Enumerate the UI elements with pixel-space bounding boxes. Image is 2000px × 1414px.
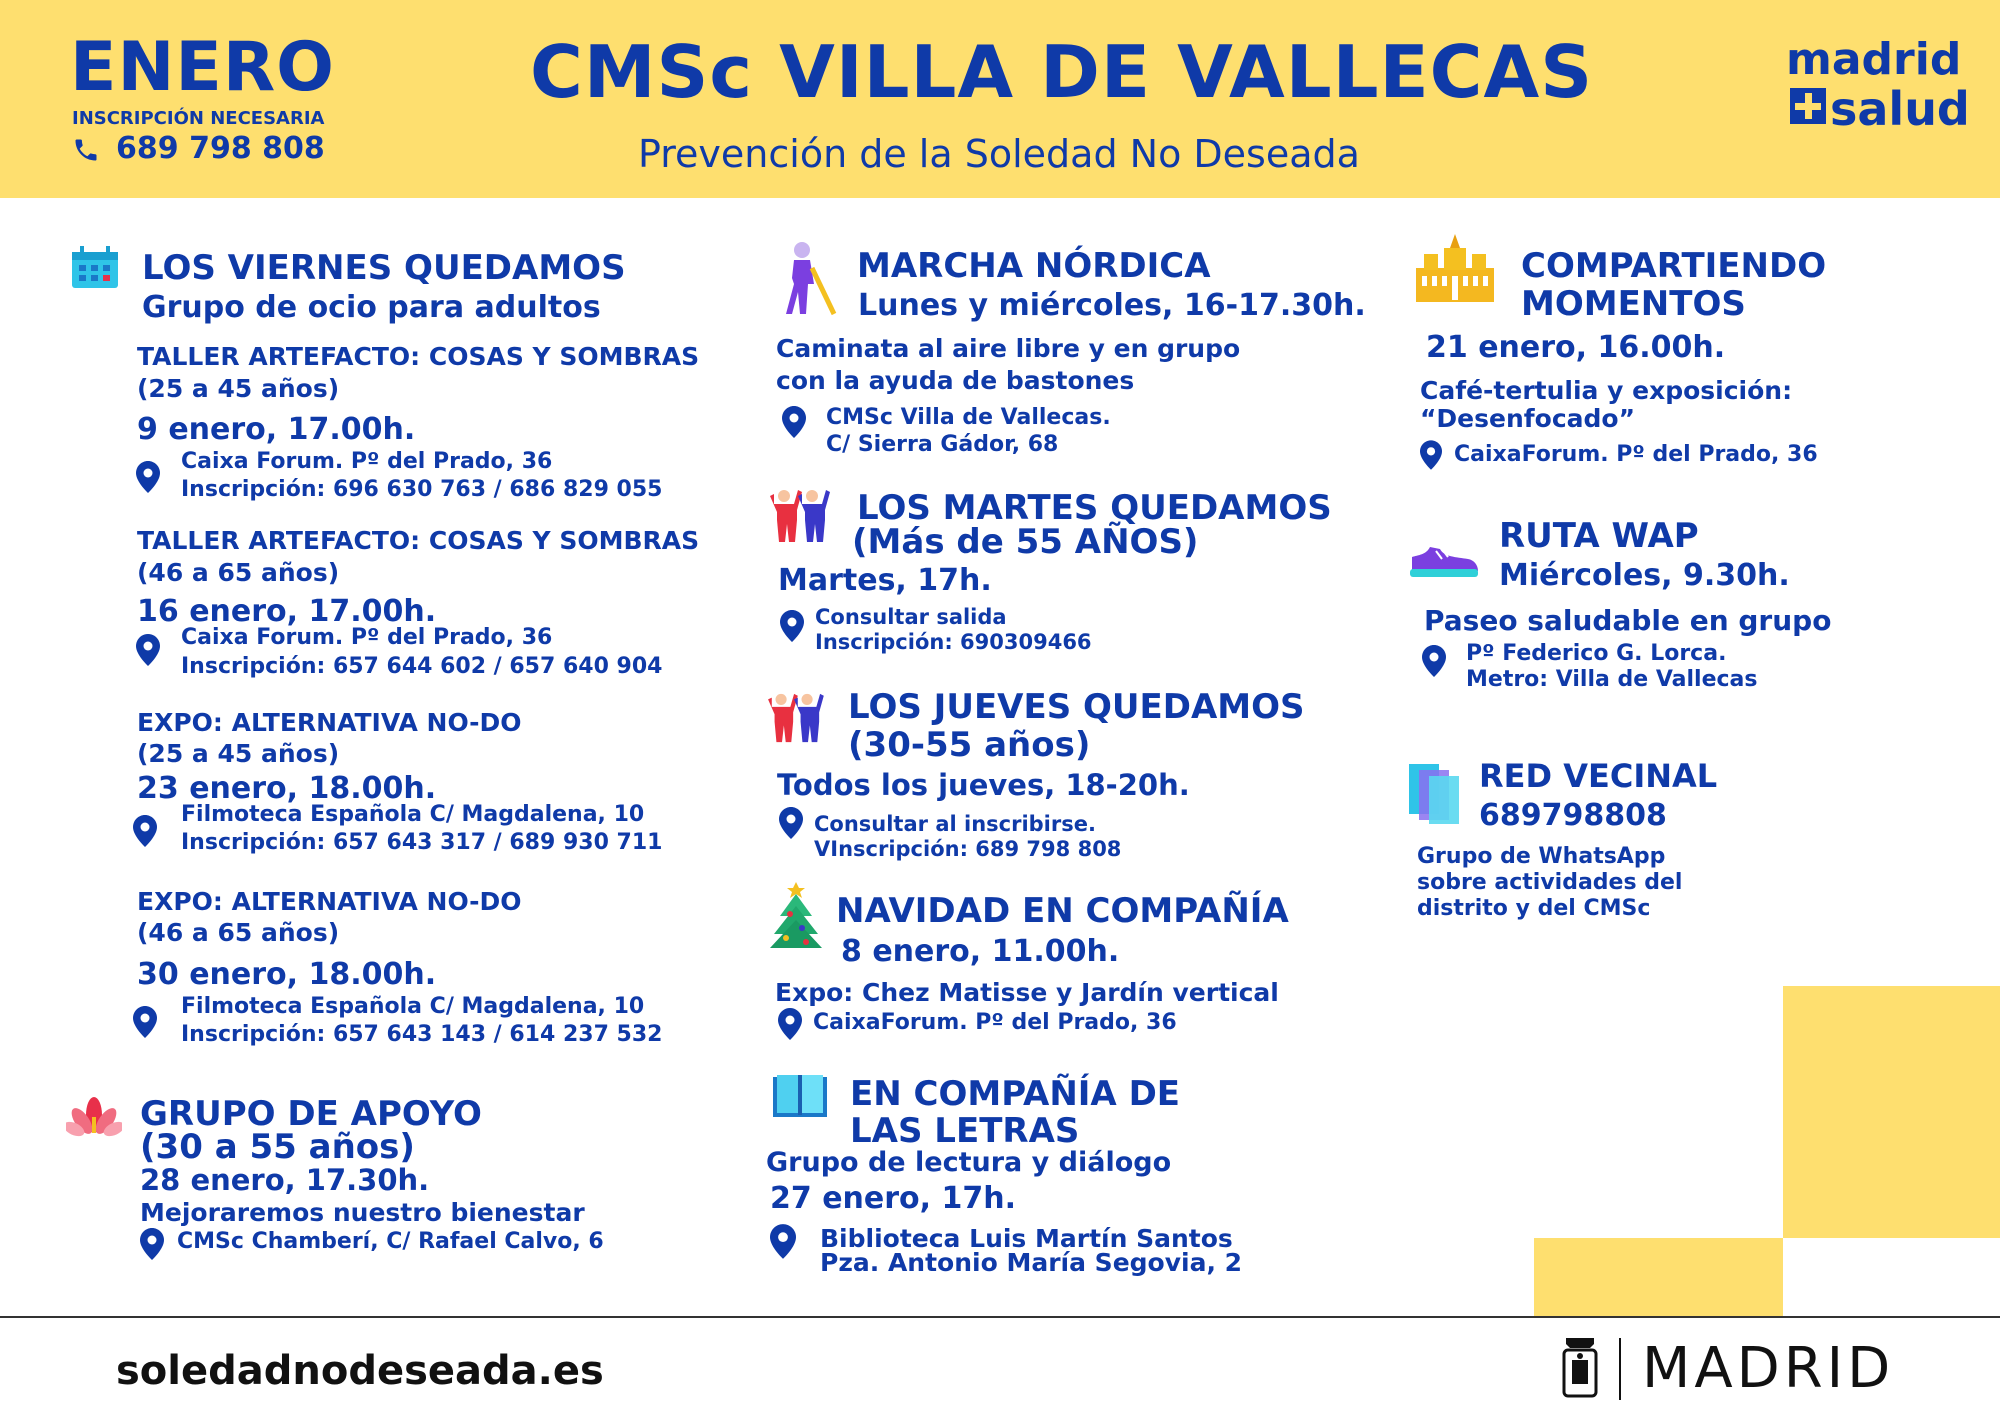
event-place: Caixa Forum. Pº del Prado, 36 (181, 449, 553, 474)
event-ages: (46 a 65 años) (137, 558, 340, 587)
letras-when: 27 enero, 17h. (770, 1181, 1016, 1216)
madrid-coat-of-arms-icon (1560, 1336, 1600, 1402)
phone-number: 689 798 808 (116, 131, 325, 166)
event-place: Filmoteca Española C/ Magdalena, 10 (181, 994, 645, 1019)
logo-madrid: madrid (1786, 34, 1962, 85)
page-subtitle: Prevención de la Soledad No Deseada (638, 132, 1360, 176)
navidad-title: NAVIDAD EN COMPAÑÍA (836, 891, 1289, 931)
phone-icon (72, 136, 100, 164)
people-cheering-icon (762, 692, 828, 744)
website-link[interactable]: soledadnodeseada.es (116, 1348, 604, 1394)
letras-desc: Grupo de lectura y diálogo (766, 1147, 1172, 1178)
calendar-icon (70, 244, 120, 290)
event-inscription: Inscripción: 657 644 602 / 657 640 904 (181, 654, 663, 679)
open-book-icon (771, 1071, 829, 1119)
event-name: TALLER ARTEFACTO: COSAS Y SOMBRAS (137, 342, 700, 371)
comp-place: CaixaForum. Pº del Prado, 36 (1454, 442, 1818, 467)
event-name: EXPO: ALTERNATIVA NO-DO (137, 887, 522, 916)
location-pin-icon (133, 815, 157, 847)
location-pin-icon (780, 610, 804, 642)
letras-title-2: LAS LETRAS (850, 1111, 1080, 1151)
madrid-wordmark: MADRID (1642, 1336, 1895, 1401)
martes-place-2: Inscripción: 690309466 (815, 630, 1092, 654)
martes-ages: (Más de 55 AÑOS) (852, 522, 1199, 562)
location-pin-icon (136, 461, 160, 493)
ruta-when: Miércoles, 9.30h. (1499, 558, 1790, 593)
viernes-subtitle: Grupo de ocio para adultos (142, 290, 601, 325)
red-title: RED VECINAL (1479, 757, 1718, 795)
marcha-desc-2: con la ayuda de bastones (776, 366, 1135, 395)
documents-icon (1407, 762, 1465, 826)
inscription-note: INSCRIPCIÓN NECESARIA (72, 108, 325, 129)
plus-icon (1790, 88, 1826, 124)
martes-place-1: Consultar salida (815, 605, 1007, 629)
event-place: Filmoteca Española C/ Magdalena, 10 (181, 802, 645, 827)
red-desc-3: distrito y del CMSc (1417, 896, 1651, 921)
event-name: EXPO: ALTERNATIVA NO-DO (137, 708, 522, 737)
lotus-icon (66, 1095, 122, 1139)
viernes-title: LOS VIERNES QUEDAMOS (142, 248, 626, 288)
letras-place-1: Biblioteca Luis Martín Santos (820, 1224, 1233, 1253)
letras-title-1: EN COMPAÑÍA DE (850, 1074, 1181, 1114)
apoyo-date: 28 enero, 17.30h. (140, 1163, 430, 1197)
event-inscription: Inscripción: 696 630 763 / 686 829 055 (181, 477, 663, 502)
location-pin-icon (770, 1224, 796, 1259)
ruta-desc: Paseo saludable en grupo (1424, 604, 1832, 637)
marcha-when: Lunes y miércoles, 16-17.30h. (858, 288, 1366, 323)
jueves-place-2: VInscripción: 689 798 808 (814, 837, 1122, 861)
navidad-when: 8 enero, 11.00h. (841, 934, 1120, 969)
marcha-desc-1: Caminata al aire libre y en grupo (776, 334, 1241, 363)
jueves-when: Todos los jueves, 18-20h. (777, 768, 1190, 802)
event-ages: (25 a 45 años) (137, 374, 340, 403)
apoyo-title: GRUPO DE APOYO (140, 1094, 482, 1134)
red-desc-1: Grupo de WhatsApp (1417, 844, 1666, 869)
jueves-ages: (30-55 años) (848, 725, 1091, 765)
letras-place-2: Pza. Antonio María Segovia, 2 (820, 1248, 1243, 1277)
event-date: 9 enero, 17.00h. (137, 412, 416, 447)
event-date: 23 enero, 18.00h. (137, 771, 437, 806)
comp-title-2: MOMENTOS (1521, 284, 1746, 324)
event-date: 16 enero, 17.00h. (137, 594, 437, 629)
footer-logo-divider (1619, 1338, 1621, 1400)
comp-title-1: COMPARTIENDO (1521, 246, 1827, 286)
location-pin-icon (782, 406, 806, 438)
ruta-place-2: Metro: Villa de Vallecas (1466, 667, 1758, 692)
month-label: ENERO (70, 28, 335, 107)
location-pin-icon (133, 1006, 157, 1038)
page-title: CMSc VILLA DE VALLECAS (530, 30, 1594, 114)
location-pin-icon (778, 1008, 802, 1040)
event-ages: (25 a 45 años) (137, 739, 340, 768)
location-pin-icon (140, 1228, 164, 1260)
palace-icon (1414, 232, 1496, 304)
marcha-place-1: CMSc Villa de Vallecas. (826, 405, 1111, 430)
christmas-tree-icon (768, 880, 824, 954)
red-desc-2: sobre actividades del (1417, 870, 1683, 895)
ruta-title: RUTA WAP (1499, 516, 1699, 556)
ruta-place-1: Pº Federico G. Lorca. (1466, 641, 1727, 666)
jueves-title: LOS JUEVES QUEDAMOS (848, 687, 1305, 727)
martes-when: Martes, 17h. (778, 563, 992, 598)
navidad-place: CaixaForum. Pº del Prado, 36 (813, 1010, 1177, 1035)
event-name: TALLER ARTEFACTO: COSAS Y SOMBRAS (137, 526, 700, 555)
apoyo-place: CMSc Chamberí, C/ Rafael Calvo, 6 (177, 1229, 604, 1254)
martes-title: LOS MARTES QUEDAMOS (857, 488, 1332, 528)
location-pin-icon (1420, 440, 1442, 470)
location-pin-icon (1422, 645, 1446, 677)
decor-block (1783, 986, 2000, 1238)
people-cheering-icon (766, 488, 832, 544)
apoyo-ages: (30 a 55 años) (140, 1127, 415, 1167)
sneaker-icon (1408, 533, 1480, 579)
comp-desc-1: Café-tertulia y exposición: (1420, 376, 1793, 405)
jueves-place-1: Consultar al inscribirse. (814, 812, 1096, 836)
nordic-walker-icon (778, 240, 840, 318)
comp-when: 21 enero, 16.00h. (1426, 330, 1726, 365)
marcha-place-2: C/ Sierra Gádor, 68 (826, 432, 1059, 457)
event-inscription: Inscripción: 657 643 317 / 689 930 711 (181, 830, 663, 855)
event-date: 30 enero, 18.00h. (137, 957, 437, 992)
marcha-title: MARCHA NÓRDICA (857, 246, 1211, 286)
decor-block (1534, 1238, 1783, 1316)
logo-salud: salud (1830, 82, 1970, 136)
event-ages: (46 a 65 años) (137, 918, 340, 947)
red-phone: 689798808 (1479, 798, 1667, 833)
navidad-desc: Expo: Chez Matisse y Jardín vertical (775, 978, 1279, 1007)
apoyo-desc: Mejoraremos nuestro bienestar (140, 1198, 585, 1227)
comp-desc-2: “Desenfocado” (1420, 404, 1636, 433)
location-pin-icon (779, 807, 803, 839)
footer-divider (0, 1316, 2000, 1318)
event-inscription: Inscripción: 657 643 143 / 614 237 532 (181, 1022, 663, 1047)
location-pin-icon (136, 634, 160, 666)
event-place: Caixa Forum. Pº del Prado, 36 (181, 625, 553, 650)
